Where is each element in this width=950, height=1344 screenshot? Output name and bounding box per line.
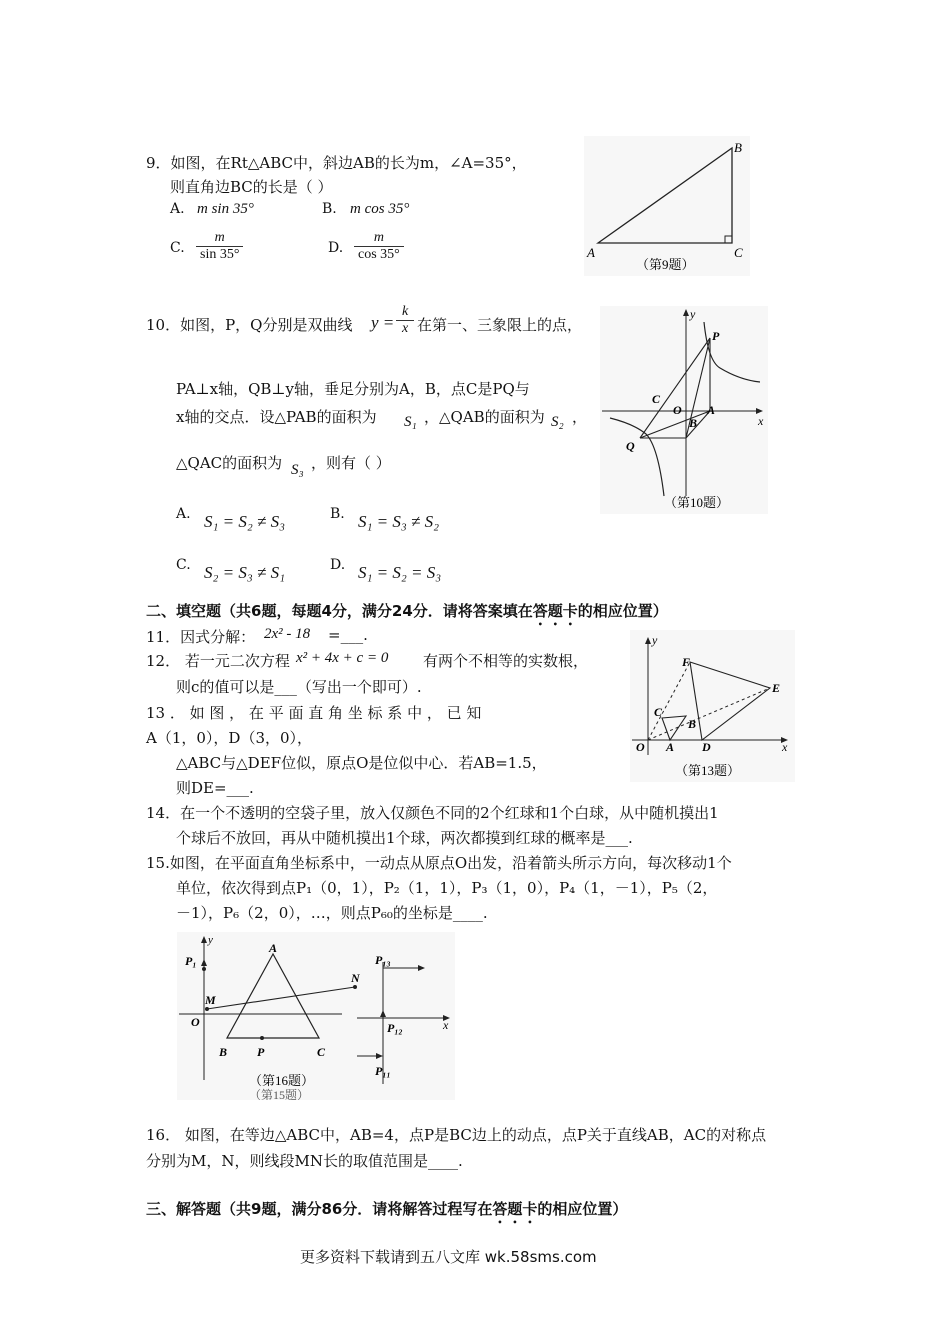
q13-line2: A（1，0），D（3，0）， <box>146 729 313 747</box>
q15-line1: 15.如图，在平面直角坐标系中，一动点从原点O出发，沿着箭头所示方向，每次移动1个 <box>146 854 732 872</box>
q13-line3: △ABC与△DEF位似，原点O是位似中心．若AB=1.5， <box>176 754 547 772</box>
q9-option-c-denominator: sin 35° <box>200 247 240 262</box>
q16-point-n <box>353 985 357 989</box>
q11-prefix: 11．因式分解： <box>146 628 256 646</box>
q10-label-b: B <box>689 416 698 430</box>
q10-caption: （第10题） <box>664 495 730 510</box>
q10-label-o: O <box>673 403 682 417</box>
q10-option-b-label: B. <box>330 506 345 522</box>
q10-line3a: x轴的交点．设△PAB的面积为 <box>176 408 377 426</box>
footer-text: 更多资料下载请到五八文库 wk.58sms.com <box>300 1248 597 1266</box>
q10-line4b: ，则有（ ） <box>311 454 391 472</box>
section-2-title-b: 的相应位置） <box>577 602 668 620</box>
q16-label-p1: P₁ <box>185 954 197 968</box>
section-2-title-a: 二、填空题（共6题，每题4分，满分24分．请将答案填在 <box>146 602 533 620</box>
section-3-title-emphasis: 答题卡 <box>492 1200 538 1218</box>
q10-option-c: S₂ = S₃ ≠ S₁ <box>204 563 286 582</box>
q10-option-d: S₁ = S₂ = S₃ <box>358 563 442 582</box>
q9-option-d-fraction <box>354 230 404 263</box>
q15-label-p11: P₁₁ <box>375 1064 391 1078</box>
q13-caption: （第13题） <box>675 763 741 778</box>
q11-expression: 2x² - 18 <box>264 626 311 642</box>
q14-line2: 个球后不放回，再从中随机摸出1个球，两次都摸到红球的概率是___. <box>176 829 633 847</box>
q13-label-o: O <box>636 740 645 754</box>
q10-s1: S₁ <box>404 414 417 430</box>
q13-label-b: B <box>688 717 697 731</box>
q15-line3: －1），P₆（2，0），…，则点P₆₀的坐标是____. <box>176 904 488 922</box>
q16-point-m <box>205 1007 209 1011</box>
q9-option-a-label: A. <box>170 201 185 217</box>
q10-option-a: S₁ = S₂ ≠ S₃ <box>204 512 286 531</box>
section-2-title-emphasis: 答题卡 <box>532 602 578 620</box>
q13-label-a: A <box>666 740 675 754</box>
q10-line3c: ， <box>572 408 588 426</box>
q16-label-n: N <box>351 971 360 985</box>
q9-figure <box>584 136 750 276</box>
q9-option-b-label: B. <box>322 201 337 217</box>
q16-caption: （第16题） <box>249 1073 315 1088</box>
q13-label-f: F <box>682 655 691 669</box>
section-3-title-a: 三、解答题（共9题，满分86分．请将解答过程写在 <box>146 1200 493 1218</box>
q9-figure-bg <box>584 136 750 276</box>
q9-line1: 9．如图，在Rt△ABC中，斜边AB的长为m，∠A=35°， <box>146 154 527 172</box>
q16-q15-figure <box>177 932 455 1100</box>
q15-line2: 单位，依次得到点P₁（0，1），P₂（1，1），P₃（1，0），P₄（1，－1），P₅（2， <box>176 879 718 897</box>
q9-label-c: C <box>734 245 743 260</box>
q15-caption-partial: （第15题） <box>249 1088 310 1100</box>
q10-figure-bg <box>600 306 768 514</box>
q9-option-d-label: D. <box>328 240 344 256</box>
q14-line1: 14．在一个不透明的空袋子里，放入仅颜色不同的2个红球和1个白球，从中随机摸出1 <box>146 804 719 822</box>
q15-label-p13: P₁₃ <box>375 953 391 967</box>
q9-line2: 则直角边BC的长是（ ） <box>170 178 333 196</box>
q16-label-c: C <box>317 1045 326 1059</box>
q10-y-eq: y = <box>371 313 395 332</box>
q9-option-c-fraction <box>196 230 243 263</box>
q15-label-x: x <box>443 1018 449 1032</box>
q13-line1: 13 ． 如 图 ， 在 平 面 直 角 坐 标 系 中 ， 已 知 <box>146 704 482 722</box>
q12-equation: x² + 4x + c = 0 <box>296 650 389 666</box>
q16-line1: 16． 如图，在等边△ABC中，AB=4，点P是BC边上的动点，点P关于直线AB，AC的对称点 <box>146 1126 767 1144</box>
q16-line2: 分别为M，N，则线段MN长的取值范围是____. <box>146 1152 463 1170</box>
q10-label-x: x <box>758 414 764 428</box>
q10-line4a: △QAC的面积为 <box>176 454 283 472</box>
q13-label-e: E <box>772 681 781 695</box>
q9-caption: （第9题） <box>636 257 695 272</box>
section-3-title <box>146 1198 627 1227</box>
q10-k: k <box>396 304 414 321</box>
q9-label-a: A <box>587 245 595 260</box>
q16-label-p: P <box>257 1045 265 1059</box>
q10-line2: PA⊥x轴，QB⊥y轴，垂足分别为A，B，点C是PQ与 <box>176 380 530 398</box>
q16-figure-bg <box>177 932 455 1100</box>
q15-label-p12: P₁₂ <box>387 1021 403 1035</box>
q9-option-c-label: C. <box>170 240 185 256</box>
q13-label-x: x <box>782 740 788 754</box>
q13-label-y: y <box>652 633 658 647</box>
q10-s2: S₂ <box>551 414 564 430</box>
q16-point-p <box>260 1036 264 1040</box>
q12-prefix: 12． 若一元二次方程 <box>146 652 290 670</box>
q10-s3: S₃ <box>291 462 304 478</box>
section-3-title-b: 的相应位置） <box>537 1200 628 1218</box>
q10-option-b: S₁ = S₃ ≠ S₂ <box>358 512 440 531</box>
q10-k-over-x <box>396 304 414 337</box>
q10-x: x <box>402 321 409 336</box>
q16-label-m: M <box>205 993 216 1007</box>
q16-point-p1 <box>202 967 206 971</box>
q9-option-d-denominator: cos 35° <box>358 247 400 262</box>
q12-line2: 则c的值可以是___（写出一个即可）. <box>176 678 422 696</box>
q10-label-p: P <box>712 329 720 343</box>
q10-option-d-label: D. <box>330 557 346 573</box>
q10-option-a-label: A. <box>176 506 191 522</box>
q16-label-b: B <box>219 1045 228 1059</box>
q13-figure <box>630 630 795 782</box>
q9-option-b: m cos 35° <box>350 201 410 217</box>
q9-option-d-numerator: m <box>354 230 404 247</box>
q10-line3b: ，△QAB的面积为 <box>424 408 545 426</box>
q16-label-o: O <box>191 1015 200 1029</box>
q16-label-a: A <box>269 941 278 955</box>
q10-option-c-label: C. <box>176 557 191 573</box>
q10-label-c: C <box>652 392 661 406</box>
q13-label-d: D <box>702 740 711 754</box>
q10-line1b: 在第一、三象限上的点， <box>417 316 583 334</box>
q9-option-c-numerator: m <box>196 230 243 247</box>
q10-label-q: Q <box>626 439 635 453</box>
q10-label-a: A <box>707 403 716 417</box>
q10-line1a: 10．如图，P，Q分别是双曲线 <box>146 316 353 334</box>
q10-label-y: y <box>690 307 696 321</box>
q9-label-b: B <box>734 140 742 155</box>
q12-suffix: 有两个不相等的实数根， <box>423 652 589 670</box>
q13-line4: 则DE=___. <box>176 779 254 797</box>
q11-suffix: =___. <box>328 626 368 644</box>
q10-figure <box>600 306 768 514</box>
q9-option-a: m sin 35° <box>197 201 254 217</box>
section-2-title <box>146 600 668 629</box>
q13-label-c: C <box>654 705 663 719</box>
q16-label-y: y <box>208 934 213 946</box>
